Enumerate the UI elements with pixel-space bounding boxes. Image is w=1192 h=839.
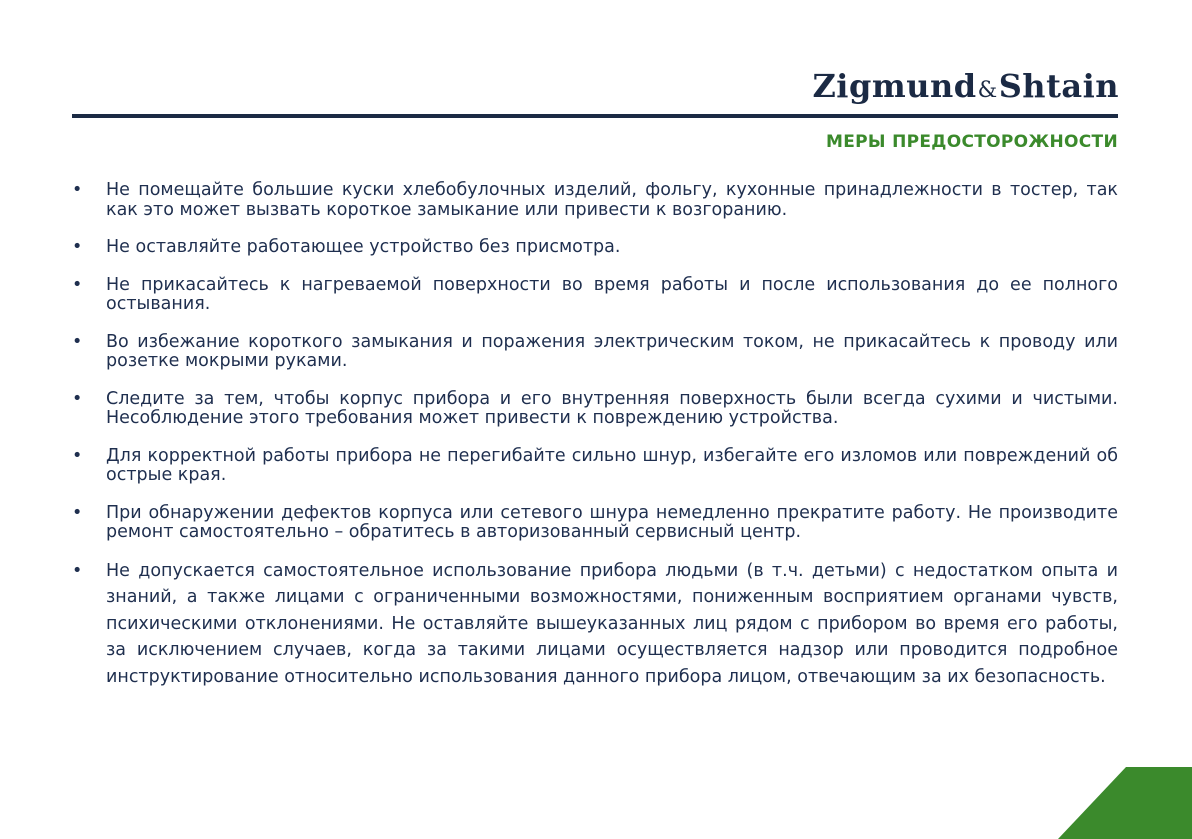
section-title: МЕРЫ ПРЕДОСТОРОЖНОСТИ	[826, 132, 1118, 152]
precautions-list	[72, 181, 1118, 708]
header-divider	[72, 114, 1118, 118]
list-item: • Для корректной работы прибора не перегибайте сильно шнур, избегайте его изломов или повреждений об острые края.	[72, 447, 1118, 486]
list-item: • Не допускается самостоятельное использование прибора людьми (в т.ч. детьми) с недостатком опыта и знаний, а также лицами с ограниченными возможностями, пониженным восприятием органами чувств, психическими отклонениями. Не оставляйте вышеуказанных лиц рядом с прибором во время его работы, за исключением случаев, когда за такими лицами осуществляется надзор или проводится подробное инструктирование относительно использования данного прибора лицом, отвечающим за их безопасность.	[72, 558, 1118, 691]
logo-ampersand: &	[977, 78, 998, 103]
list-item: • Во избежание короткого замыкания и поражения электрическим током, не прикасайтесь к проводу или розетке мокрыми руками.	[72, 333, 1118, 372]
list-item: • Не прикасайтесь к нагреваемой поверхности во время работы и после использования до ее полного остывания.	[72, 276, 1118, 315]
list-item: • Следите за тем, чтобы корпус прибора и его внутренняя поверхность были всегда сухими и чистыми. Несоблюдение этого требования может привести к повреждению устройства.	[72, 390, 1118, 429]
list-item: • Не оставляйте работающее устройство без присмотра.	[72, 238, 1118, 258]
logo-main-text: Zigmund	[812, 67, 977, 105]
brand-logo	[812, 66, 1119, 111]
list-item: • При обнаружении дефектов корпуса или сетевого шнура немедленно прекратите работу. Не производите ремонт самостоятельно – обратитесь в авторизованный сервисный центр.	[72, 504, 1118, 543]
logo-second-text: Shtain	[998, 67, 1119, 105]
corner-accent-shape	[1058, 767, 1192, 839]
list-item: • Не помещайте большие куски хлебобулочных изделий, фольгу, кухонные принадлежности в тостер, так как это может вызвать короткое замыкание или привести к возгоранию.	[72, 181, 1118, 220]
